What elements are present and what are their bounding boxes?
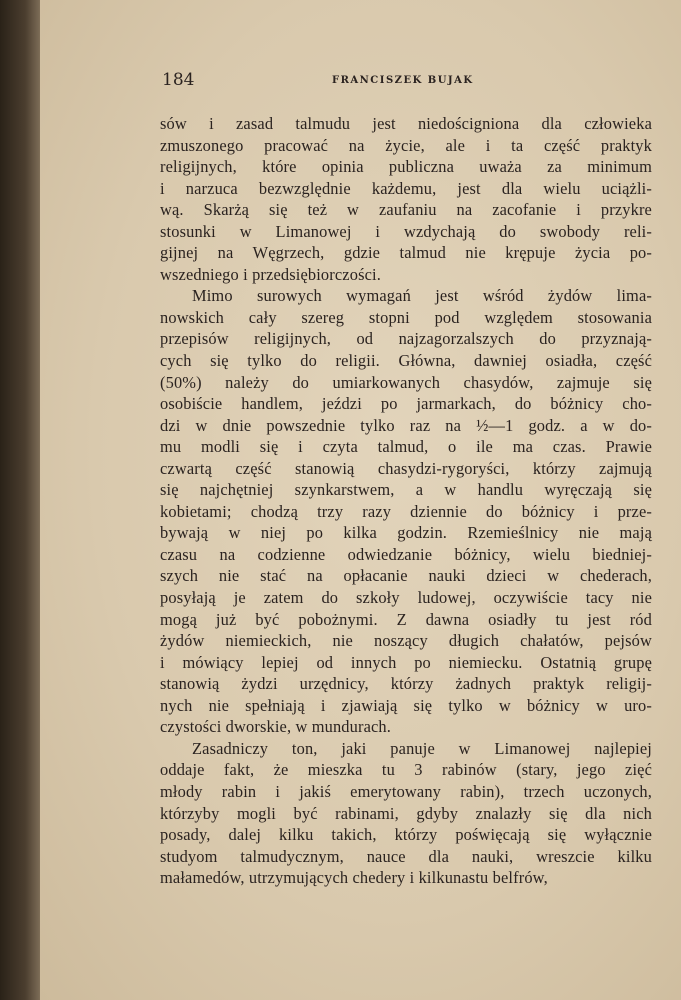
text-line: posady, dalej kilku takich, którzy poświęcają się wyłącznie xyxy=(160,825,652,845)
text-line: wą. Skarżą się też w zaufaniu na zacofanie i przykre xyxy=(160,200,652,220)
text-line: nych nie spełniają i zjawiają się tylko w bóżnicy w uro- xyxy=(160,695,652,715)
page-number: 184 xyxy=(162,70,195,90)
paragraph xyxy=(160,113,652,285)
text-line: małamedów, utrzymujących chedery i kilkunastu belfrów, xyxy=(160,868,548,888)
text-line: zmuszonego pracować na życie, ale i ta część praktyk xyxy=(160,135,652,155)
text-line: Mimo surowych wymagań jest wśród żydów lima- xyxy=(192,286,652,306)
text-line: i narzuca bezwzględnie każdemu, jest dla wielu uciążli- xyxy=(160,178,652,198)
text-line: przepisów religijnych, od najzagorzalszych do przyznają- xyxy=(160,329,652,349)
text-line: i mówiący lepiej od innych po niemiecku. Ostatnią grupę xyxy=(160,652,652,672)
page-header xyxy=(162,70,610,94)
text-line: czwartą część stanowią chasydzi-rygoryści, którzy zajmują xyxy=(160,458,652,478)
book-page xyxy=(40,0,681,1000)
text-line: kobietami; chodzą trzy razy dziennie do bóżnicy i prze- xyxy=(160,501,652,521)
text-line: dzi w dnie powszednie tylko raz na ½—1 godz. a w do- xyxy=(160,415,652,435)
text-line: mu modli się i czyta talmud, o ile ma czas. Prawie xyxy=(160,437,652,457)
text-line: bywają w niej po kilka godzin. Rzemieślnicy nie mają xyxy=(160,523,652,543)
text-line: młody rabin i jakiś emerytowany rabin), trzech uczonych, xyxy=(160,781,652,801)
text-line: nowskich cały szereg stopni pod względem stosowania xyxy=(160,307,652,327)
text-line: gijnej na Węgrzech, gdzie talmud nie krępuje życia po- xyxy=(160,243,652,263)
text-line: (50%) należy do umiarkowanych chasydów, zajmuje się xyxy=(160,372,652,392)
text-line: szych nie stać na opłacanie nauki dzieci w chederach, xyxy=(160,566,652,586)
text-line: stanowią żydzi urzędnicy, którzy żadnych praktyk religij- xyxy=(160,674,652,694)
text-line: stosunki w Limanowej i wzdychają do swobody reli- xyxy=(160,221,652,241)
text-line: którzyby mogli być rabinami, gdyby znalazły się dla nich xyxy=(160,803,652,823)
text-line: czasu na codzienne odwiedzanie bóżnicy, wielu biedniej- xyxy=(160,544,652,564)
text-line: się najchętniej szynkarstwem, a w handlu wyręczają się xyxy=(160,480,652,500)
body-text xyxy=(160,113,652,889)
text-line: Zasadniczy ton, jaki panuje w Limanowej najlepiej xyxy=(192,738,652,758)
text-line: żydów niemieckich, nie noszący długich chałatów, pejsów xyxy=(160,631,652,651)
paragraph xyxy=(160,285,652,737)
text-line: wszedniego i przedsiębiorczości. xyxy=(160,264,381,284)
text-line: sów i zasad talmudu jest niedościgniona dla człowieka xyxy=(160,114,652,133)
paragraph xyxy=(160,738,652,889)
running-head: FRANCISZEK BUJAK xyxy=(332,75,474,86)
text-line: studyom talmudycznym, nauce dla nauki, wreszcie kilku xyxy=(160,846,652,866)
text-line: osobiście handlem, jeździ po jarmarkach, do bóżnicy cho- xyxy=(160,394,652,414)
text-line: mogą już być pobożnymi. Z dawna osiadły tu jest ród xyxy=(160,609,652,629)
text-line: czystości dworskie, w mundurach. xyxy=(160,717,392,737)
text-line: posyłają je zatem do szkoły ludowej, oczywiście tacy nie xyxy=(160,588,652,608)
text-line: religijnych, które opinia publiczna uważa za minimum xyxy=(160,157,652,177)
text-line: oddaje fakt, że mieszka tu 3 rabinów (stary, jego zięć xyxy=(160,760,652,780)
text-line: cych się tylko do religii. Główna, dawniej osiadła, część xyxy=(160,351,652,371)
